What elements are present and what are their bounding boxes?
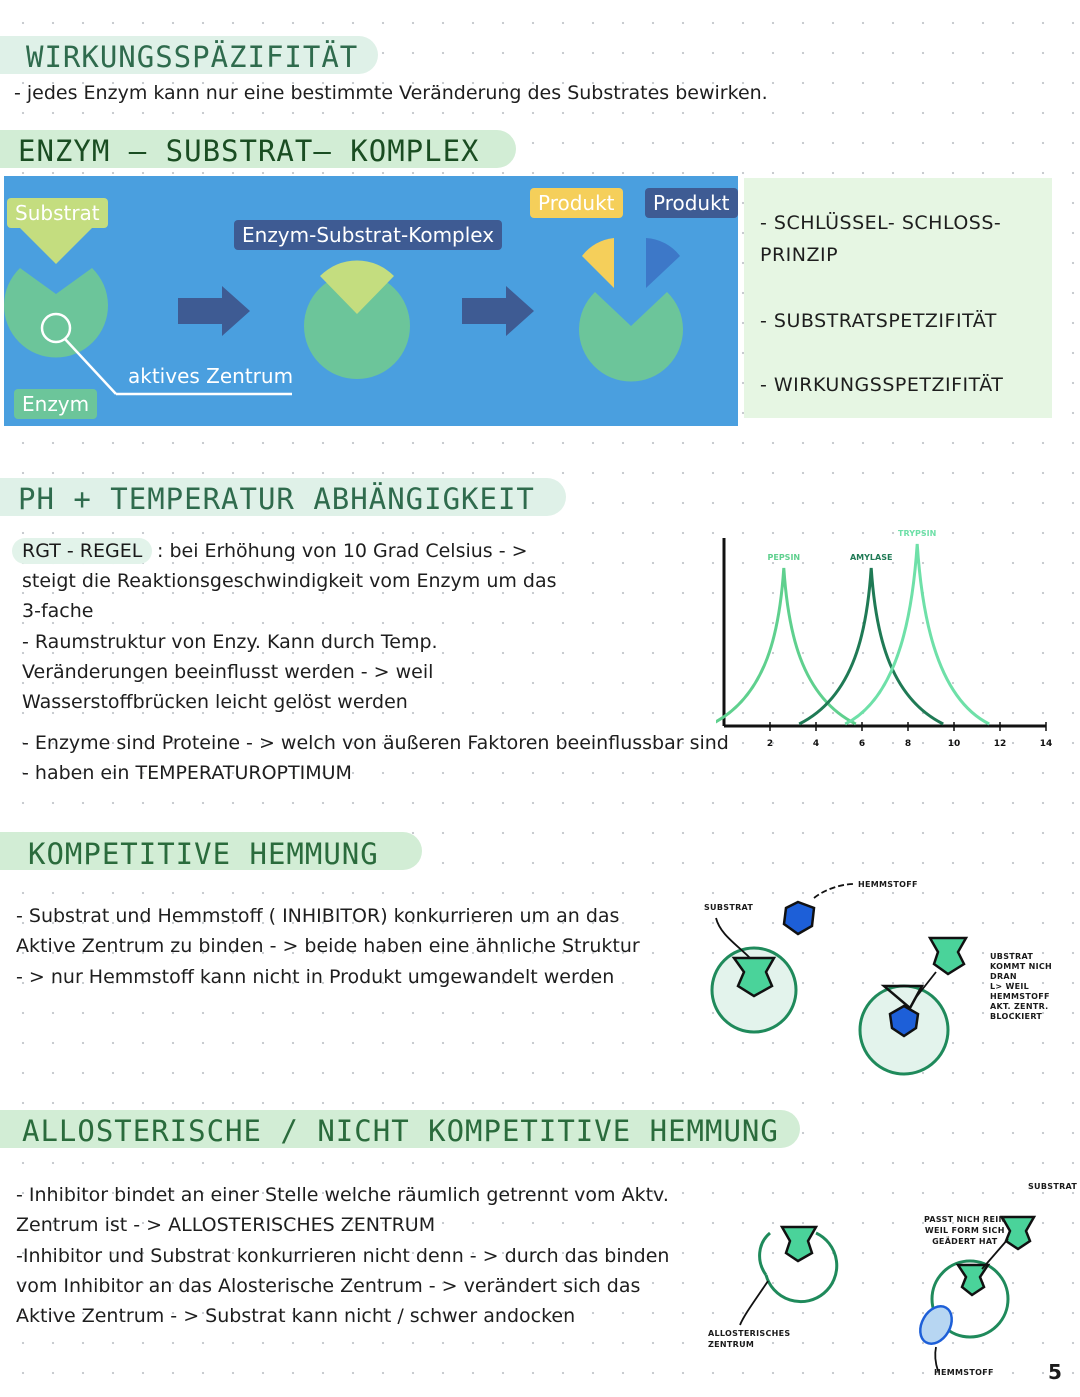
principle-1: - SCHLÜSSEL- SCHLOSS- xyxy=(760,212,1002,234)
ph-line-3: 3-fache xyxy=(22,600,94,622)
enzyme-shape-3 xyxy=(579,292,683,382)
chart-tick-label-12: 12 xyxy=(993,739,1007,749)
principle-1b: PRINZIP xyxy=(760,244,839,266)
principles-list xyxy=(744,178,1052,418)
allo-label-passt-1: PASST NICH REIN xyxy=(924,1215,1006,1224)
arrow-1 xyxy=(178,286,250,336)
allo-substrate-bound xyxy=(958,1265,988,1295)
label-produkt-1: Produkt xyxy=(530,188,623,218)
allo-inhibitor xyxy=(914,1301,958,1350)
allo-line-3: -Inhibitor und Substrat konkurrieren nicht denn - > durch das binden xyxy=(16,1245,670,1267)
ph-line-1: : bei Erhöhung von 10 Grad Celsius - > xyxy=(157,540,528,562)
chart-tick-label-14: 14 xyxy=(1039,739,1053,749)
chart-series-label-pepsin: PEPSIN xyxy=(767,553,801,562)
principle-3: - WIRKUNGSSPETZIFITÄT xyxy=(760,374,1004,396)
label-hemmstoff-comp: HEMMSTOFF xyxy=(858,880,918,889)
ph-line-2: steigt die Reaktionsgeschwindigkeit vom Enzym um das xyxy=(22,570,557,592)
product-blue xyxy=(646,238,680,288)
section-title-allosterische-hemmung: ALLOSTERISCHE / NICHT KOMPETITIVE HEMMUNG xyxy=(0,1110,800,1148)
allo-substrate-free xyxy=(1002,1217,1034,1249)
comp-note-2: KOMMT NICH xyxy=(990,962,1053,971)
komp-line-2: Aktive Zentrum zu binden - > beide haben eine ähnliche Struktur xyxy=(16,935,640,957)
page-number: 5 xyxy=(1048,1360,1062,1384)
allo-arrow xyxy=(740,1281,768,1325)
ph-chart xyxy=(716,520,1056,760)
chart-tick-label-2: 2 xyxy=(766,739,774,749)
comp-note-4: L> WEIL xyxy=(990,982,1030,991)
chart-series-label-trypsin: TRYPSIN xyxy=(898,529,937,538)
chart-tick-label-8: 8 xyxy=(904,739,912,749)
principle-2: - SUBSTRATSPETZIFITÄT xyxy=(760,310,997,332)
ph-line-4: - Raumstruktur von Enzy. Kann durch Temp. xyxy=(22,631,438,653)
chart-tick-label-6: 6 xyxy=(858,739,866,749)
comp-inhibitor-free xyxy=(784,902,814,934)
label-substrat-comp: SUBSTRAT xyxy=(704,903,754,912)
label-aktives-zentrum: aktives Zentrum xyxy=(128,364,294,388)
comp-note-6: AKT. ZENTR. xyxy=(990,1002,1049,1011)
arrow-2 xyxy=(462,286,534,336)
allo-label-zentrum xyxy=(708,1328,790,1350)
ph-line-8: - haben ein TEMPERATUROPTIMUM xyxy=(22,762,352,784)
allo-label-passt-2: WEIL FORM SICH xyxy=(924,1226,1005,1235)
enzyme-diagram-graphics xyxy=(4,176,738,426)
comp-note-5: HEMMSTOFF xyxy=(990,992,1050,1001)
comp-note-3: DRAN xyxy=(990,972,1017,981)
allo-label-zentrum-2: ZENTRUM xyxy=(708,1340,755,1349)
allosteric-diagram xyxy=(700,1175,1070,1395)
chart-tick-label-10: 10 xyxy=(947,739,961,749)
allo-line-5: Aktive Zentrum - > Substrat kann nicht / schwer andocken xyxy=(16,1305,576,1327)
label-enzym: Enzym xyxy=(14,389,97,419)
ph-line-7: - Enzyme sind Proteine - > welch von äußeren Faktoren beeinflussbar sind xyxy=(22,732,729,754)
section-title-wirkungsspezifitaet: WIRKUNGSSPÄZIFITÄT xyxy=(0,36,378,74)
comp-arrow-hemmstoff xyxy=(814,884,854,898)
chart-tick-label-4: 4 xyxy=(812,739,820,749)
rgt-highlight: RGT - REGEL xyxy=(12,538,152,564)
komp-line-3: - > nur Hemmstoff kann nicht in Produkt umgewandelt werden xyxy=(16,966,615,988)
comp-note-7: BLOCKIERT xyxy=(990,1012,1043,1021)
comp-note xyxy=(990,952,1052,1022)
allo-label-passt xyxy=(924,1214,1006,1247)
allo-line-2: Zentrum ist - > ALLOSTERISCHES ZENTRUM xyxy=(16,1214,436,1236)
label-substrat: Substrat xyxy=(7,198,108,228)
label-produkt-2: Produkt xyxy=(645,188,738,218)
allo-label-hemmstoff: HEMMSTOFF xyxy=(934,1368,994,1377)
ph-line-5: Veränderungen beeinflusst werden - > weil xyxy=(22,661,434,683)
section-title-enzym-substrat-komplex: ENZYM – SUBSTRAT– KOMPLEX xyxy=(0,130,516,168)
allo-label-substrat: SUBSTRAT xyxy=(1028,1182,1078,1191)
active-center-line xyxy=(65,339,116,394)
comp-note-1: UBSTRAT xyxy=(990,952,1034,961)
allo-line-1: - Inhibitor bindet an einer Stelle welche räumlich getrennt vom Aktv. xyxy=(16,1184,669,1206)
chart-series-pepsin xyxy=(716,568,856,724)
ph-line-6: Wasserstoffbrücken leicht gelöst werden xyxy=(22,691,408,713)
section-title-ph-temperatur: PH + TEMPERATUR ABHÄNGIGKEIT xyxy=(0,478,566,516)
label-komplex: Enzym-Substrat-Komplex xyxy=(234,220,502,250)
chart-series-label-amylase: AMYLASE xyxy=(849,553,893,562)
allo-substrate-1 xyxy=(782,1227,816,1261)
enzyme-diagram xyxy=(4,176,738,426)
allo-label-passt-3: GEÄDERT HAT xyxy=(932,1237,998,1246)
allo-label-zentrum-1: ALLOSTERISCHES xyxy=(708,1329,791,1338)
product-yellow xyxy=(582,238,614,288)
allo-line-4: vom Inhibitor an das Alosterische Zentrum - > verändert sich das xyxy=(16,1275,641,1297)
komp-line-1: - Substrat und Hemmstoff ( INHIBITOR) konkurrieren um an das xyxy=(16,905,620,927)
allo-enzyme-1-arc xyxy=(760,1233,770,1275)
wirkung-text: - jedes Enzym kann nur eine bestimmte Veränderung des Substrates bewirken. xyxy=(14,82,768,104)
chart-series-trypsin xyxy=(845,544,989,724)
comp-substrate-blocked xyxy=(930,938,966,974)
section-title-kompetitive-hemmung: KOMPETITIVE HEMMUNG xyxy=(0,832,422,870)
